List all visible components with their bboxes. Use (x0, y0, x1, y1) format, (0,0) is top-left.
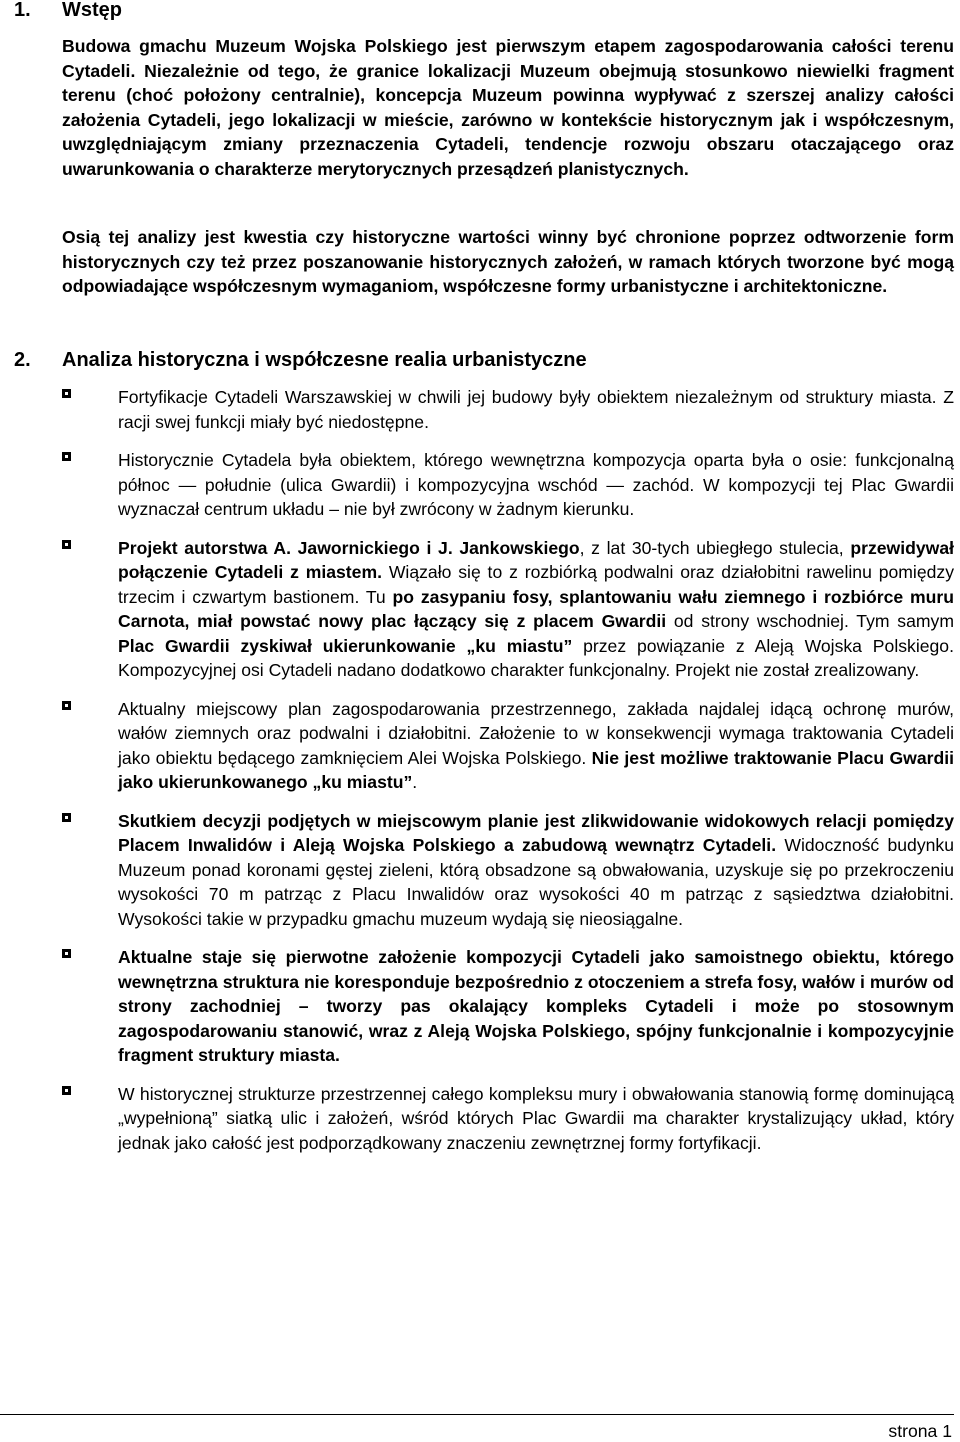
section-2-number: 2. (14, 349, 31, 371)
bullet-text: Fortyfikacje Cytadeli Warszawskiej w chwili jej budowy były obiektem niezależnym od struktury miasta. Z racji swej funkcji miały być niedostępne. (118, 387, 954, 432)
square-bullet-icon (62, 389, 71, 398)
bullet-text-bold: Skutkiem decyzji podjętych w miejscowym planie jest zlikwidowanie widokowych relacji pomiędzy Placem Inwalidów i Aleją Wojska Polskiego a zabudową wewnątrz Cytadeli. (118, 810, 954, 855)
analysis-bullet-list (62, 385, 954, 1155)
bullet-text-bold: Nie jest możliwe traktowanie Placu Gwardii jako ukierunkowanego „ku miastu” (118, 747, 954, 792)
bullet-text: przez powiązanie z Aleją Wojska Polskiego. Kompozycyjnej osi Cytadeli nadano dodatkowo charakter funkcjonalny. Projekt nie został zrealizowany. (118, 635, 954, 680)
section-1-number: 1. (14, 0, 31, 21)
square-bullet-icon (62, 813, 71, 822)
bullet-text-bold: Projekt autorstwa A. Jawornickiego i J. Jankowskiego (118, 537, 580, 558)
bullet-text: W historycznej strukturze przestrzennej całego kompleksu mury i obwałowania stanowią formę dominującą „wypełnioną” siatką ulic i założeń, wśród których Plac Gwardii ma charakter krystalizujący układ, który jednak jako całość jest podporządkowany znaczeniu zewnętrznej formy fortyfikacji. (118, 1083, 954, 1153)
analysis-bullet-item (62, 536, 954, 683)
section-2-heading (14, 347, 587, 373)
square-bullet-icon (62, 452, 71, 461)
bullet-text: Historycznie Cytadela była obiektem, którego wewnętrzna kompozycja oparta była o osie: funkcjonalną północ — południe (ulica Gwardii) i kompozycyjna wschód — zachód. W kompozycji tej Plac Gwardii wyznaczał centrum układu – nie był zwrócony w żadnym kierunku. (118, 450, 954, 519)
analysis-bullet-item (62, 1082, 954, 1156)
page-number: strona 1 (888, 1421, 952, 1441)
bullet-text: , z lat 30-tych ubiegłego stulecia, (579, 537, 851, 558)
intro-paragraph-2: Osią tej analizy jest kwestia czy historyczne wartości winny być chronione poprzez odtworzenie form historycznych czy też przez poszanowanie historycznych założeń, w ramach których tworzone być mogą odpowiadające współczesnym wymaganiom, współczesne formy urbanistyczne i architektoniczne. (62, 227, 954, 296)
square-bullet-icon (62, 949, 71, 958)
bullet-text: . (412, 772, 418, 792)
section-1-title: Wstęp (62, 0, 122, 21)
section-1-heading (14, 0, 122, 23)
square-bullet-icon (62, 540, 71, 549)
bullet-text: od strony wschodniej. Tym samym (666, 611, 954, 631)
bullet-text-bold: Plac Gwardii zyskiwał ukierunkowanie „ku miastu” (118, 635, 573, 656)
square-bullet-icon (62, 701, 71, 710)
analysis-bullet-item (62, 697, 954, 795)
footer-divider (0, 1414, 954, 1415)
analysis-bullet-item (62, 809, 954, 932)
analysis-bullet-item (62, 945, 954, 1068)
bullet-text: Wiązało się to z rozbiórką podwalni oraz działobitni rawelinu pomiędzy trzecim i czwartym bastionem. Tu (118, 562, 954, 607)
intro-paragraph-1: Budowa gmachu Muzeum Wojska Polskiego jest pierwszym etapem zagospodarowania całości terenu Cytadeli. Niezależnie od tego, że granice lokalizacji Muzeum obejmują stosunkowo niewielki fragment terenu (choć położony centralnie), koncepcja Muzeum powinna wypływać z szerszej analizy całości założenia Cytadeli, jego lokalizacji w mieście, zarówno w kontekście historycznym jak i współczesnym, uwzględniającym zmiany przeznaczenia Cytadeli, tendencje rozwoju obszaru otaczającego oraz uwarunkowania o charakterze merytorycznych przesądzeń planistycznych. (62, 36, 954, 179)
bullet-text: Aktualny miejscowy plan zagospodarowania przestrzennego, zakłada najdalej idącą ochronę murów, wałów ziemnych oraz podwalni i działobitni. Założenie to w konsekwencji wymaga traktowania Cytadeli jako obiektu będącego zamknięciem Alei Wojska Polskiego. (118, 698, 954, 768)
bullet-text-bold: przewidywał połączenie Cytadeli z miastem. (118, 537, 954, 582)
bullet-text-bold: Aktualne staje się pierwotne założenie kompozycji Cytadeli jako samoistnego obiektu, którego wewnętrzna struktura nie koresponduje bezpośrednio z otoczeniem a strefa fosy, wałów i murów od strony zachodniej – tworzy pas okalający kompleks Cytadeli i może po stosownym zagospodarowaniu stanowić, wraz z Aleją Wojska Polskiego, spójny funkcjonalnie i kompozycyjnie fragment struktury miasta. (118, 947, 954, 1065)
bullet-text: Widoczność budynku Muzeum ponad koronami gęstej zieleni, którą obsadzone są obwałowania, uzyskuje się po przekroczeniu wysokości 70 m patrząc z Placu Inwalidów oraz wysokości 40 m patrząc z sąsiedztwa działobitni. Wysokości takie w przypadku gmachu muzeum wydają się nieosiągalne. (118, 835, 954, 929)
section-2-title: Analiza historyczna i współczesne realia urbanistyczne (62, 349, 587, 371)
square-bullet-icon (62, 1086, 71, 1095)
analysis-bullet-item (62, 385, 954, 434)
bullet-text-bold: po zasypaniu fosy, splantowaniu wału ziemnego i rozbiórce muru Carnota, miał powstać nowy plac łączący się z placem Gwardii (118, 586, 954, 631)
analysis-bullet-item (62, 448, 954, 522)
